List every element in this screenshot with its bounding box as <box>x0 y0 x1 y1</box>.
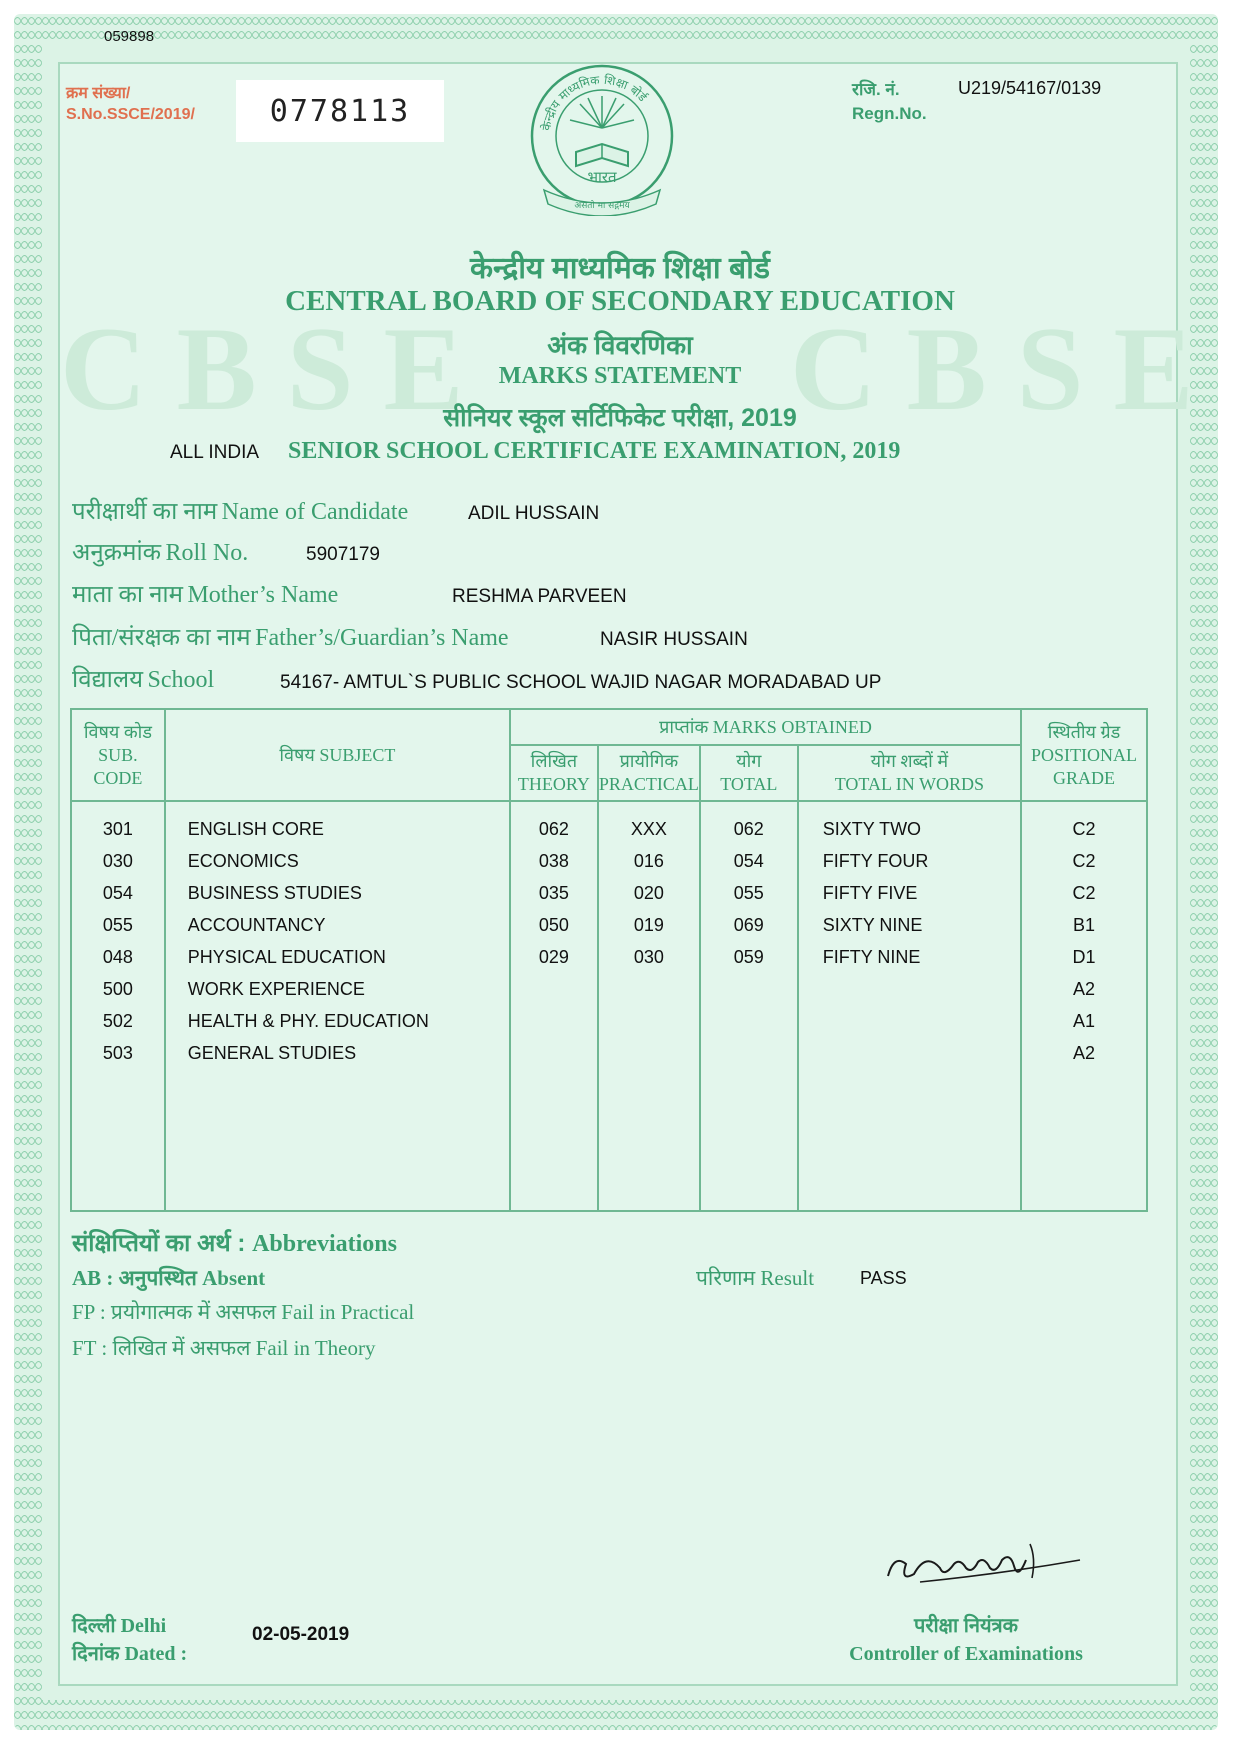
watermark-right: CBSE <box>790 302 1224 435</box>
candidate-name-row <box>72 494 408 527</box>
table-row: 054 BUSINESS STUDIES 035 020 055 FIFTY FIVE C2 <box>71 877 1147 909</box>
header-subject: विषय SUBJECT <box>165 709 510 801</box>
exam-title-en: SENIOR SCHOOL CERTIFICATE EXAMINATION, 2019 <box>288 438 901 464</box>
emblem-inner-text: भारत <box>587 168 617 186</box>
school-name: 54167- AMTUL`S PUBLIC SCHOOL WAJID NAGAR MORADABAD UP <box>280 672 882 693</box>
place-en: Delhi <box>120 1615 167 1637</box>
father-label-en: Father’s/Guardian’s Name <box>255 625 509 651</box>
table-row: 030 ECONOMICS 038 016 054 FIFTY FOUR C2 <box>71 845 1147 877</box>
controller-signature <box>880 1534 1090 1594</box>
board-title-hindi: केन्द्रीय माध्यमिक शिक्षा बोर्ड <box>470 252 770 285</box>
result-label <box>696 1264 814 1292</box>
table-row: 301 ENGLISH CORE 062 XXX 062 SIXTY TWO C2 <box>71 813 1147 845</box>
table-row: 055 ACCOUNTANCY 050 019 069 SIXTY NINE B1 <box>71 909 1147 941</box>
serial-label-en: S.No.SSCE/2019/ <box>66 106 195 123</box>
regn-number: U219/54167/0139 <box>958 78 1102 98</box>
abbreviations-title-hindi: संक्षिप्तियों का अर्थ : <box>72 1230 246 1257</box>
header-total: योग TOTAL <box>700 745 798 801</box>
mother-label-en: Mother’s Name <box>187 582 339 608</box>
mother-label-hindi: माता का नाम <box>72 582 183 608</box>
emblem-ring-text: केन्द्रीय माध्यमिक शिक्षा बोर्ड <box>539 72 650 132</box>
roll-label-en: Roll No. <box>165 540 249 566</box>
school-label-en: School <box>147 667 215 693</box>
abbreviation-ft: FT : लिखित में असफल Fail in Theory <box>72 1336 376 1360</box>
header-sub-code: विषय कोड SUB. CODE <box>71 709 165 801</box>
emblem-ribbon-text: असतो मा सद्गमय <box>574 201 630 211</box>
dated-hindi: दिनांक <box>72 1643 120 1665</box>
watermark-left: CBSE <box>60 302 494 435</box>
statement-title-hindi: अंक विवरणिका <box>547 330 693 360</box>
mother-row <box>72 577 338 610</box>
regn-label-hindi: रजि. नं. <box>852 80 900 99</box>
header-marks-obtained: प्राप्तांक MARKS OBTAINED <box>510 709 1021 745</box>
abbreviation-ab: AB : अनुपस्थित Absent <box>72 1266 266 1290</box>
board-title-en: CENTRAL BOARD OF SECONDARY EDUCATION <box>285 285 955 317</box>
father-name: NASIR HUSSAIN <box>600 629 748 650</box>
exam-title-hindi: सीनियर स्कूल सर्टिफिकेट परीक्षा, 2019 <box>443 404 797 432</box>
controller-hindi: परीक्षा नियंत्रक <box>913 1615 1019 1637</box>
header-total-words: योग शब्दों में TOTAL IN WORDS <box>798 745 1021 801</box>
school-row <box>72 662 214 695</box>
controller-title <box>846 1612 1086 1668</box>
table-row: 502 HEALTH & PHY. EDUCATION A1 <box>71 1005 1147 1037</box>
footer-place-date-labels <box>72 1612 187 1668</box>
mother-name: RESHMA PARVEEN <box>452 586 627 607</box>
controller-en: Controller of Examinations <box>849 1643 1083 1665</box>
marks-table <box>70 708 1148 1212</box>
school-label-hindi: विद्यालय <box>72 667 144 693</box>
statement-title-en: MARKS STATEMENT <box>498 363 742 389</box>
roll-row <box>72 535 248 568</box>
abbreviations-title-en: Abbreviations <box>252 1231 397 1257</box>
serial-label <box>66 83 195 125</box>
table-row: 048 PHYSICAL EDUCATION 029 030 059 FIFTY NINE D1 <box>71 941 1147 973</box>
regn-label-en: Regn.No. <box>852 104 927 123</box>
header-theory: लिखित THEORY <box>510 745 598 801</box>
roll-number: 5907179 <box>306 544 380 565</box>
result-label-hindi: परिणाम <box>696 1266 756 1290</box>
father-row <box>72 620 509 653</box>
candidate-name-label-en: Name of Candidate <box>221 499 409 525</box>
top-number: 059898 <box>104 28 155 45</box>
header-practical: प्रायोगिक PRACTICAL <box>598 745 700 801</box>
issue-date: 02-05-2019 <box>252 1624 350 1645</box>
result-label-en: Result <box>760 1266 815 1290</box>
marks-table-header-top <box>71 709 1147 745</box>
candidate-name-label-hindi: परीक्षार्थी का नाम <box>72 499 218 525</box>
roll-label-hindi: अनुक्रमांक <box>72 540 162 566</box>
abbreviations-title <box>72 1226 397 1259</box>
place-hindi: दिल्ली <box>72 1615 116 1637</box>
regn-label <box>852 78 927 126</box>
table-row: 503 GENERAL STUDIES A2 <box>71 1037 1147 1069</box>
serial-label-hindi: क्रम संख्या/ <box>66 85 131 102</box>
candidate-name: ADIL HUSSAIN <box>468 503 600 524</box>
table-row: 500 WORK EXPERIENCE A2 <box>71 973 1147 1005</box>
header-positional-grade: स्थितीय ग्रेड POSITIONAL GRADE <box>1021 709 1147 801</box>
abbreviation-fp: FP : प्रयोगात्मक में असफल Fail in Practical <box>72 1300 415 1324</box>
cbse-emblem <box>528 56 676 216</box>
serial-number: 0778113 <box>236 80 444 142</box>
all-india-label: ALL INDIA <box>170 442 260 463</box>
result-value: PASS <box>860 1268 907 1288</box>
father-label-hindi: पिता/संरक्षक का नाम <box>72 625 251 651</box>
dated-en: Dated : <box>124 1643 188 1665</box>
